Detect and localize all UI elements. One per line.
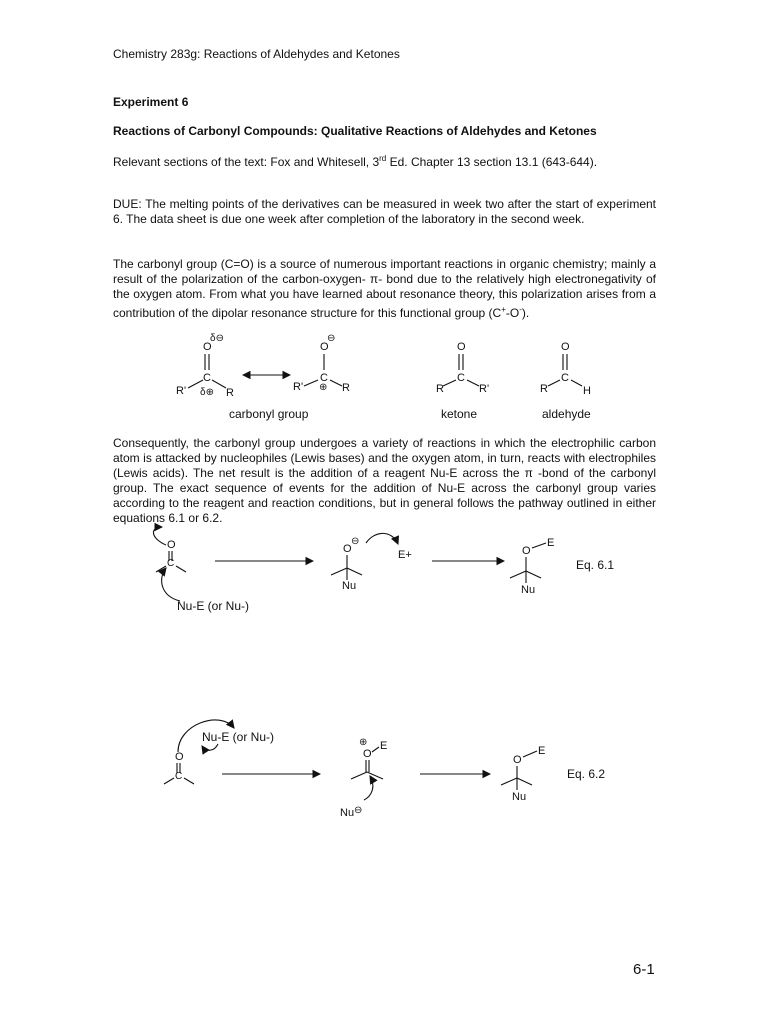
equation-label: Eq. 6.2 [567,767,606,781]
atom-o: O [457,341,466,353]
atom-o: O [320,341,329,353]
aldehyde-structure [540,341,591,397]
atom-r: R [540,383,548,395]
atom-o: O [175,751,184,763]
nu-label: Nu [521,584,536,596]
carbonyl-text: The carbonyl group (C=O) is a source of numerous important reactions in organic chemistry; mainly a result of the polarization of the carbon-oxygen- π- bond due to the relatively high electronegativity of the oxygen atom. From what you have learned about resonance theory, this polarization arises from a contribution of the dipolar resonance structure for this functional group (C [113,257,656,320]
carbonyl-text-mid: -O [505,306,520,320]
delta-minus-label: δ⊖ [210,333,224,344]
equation-6-2 [164,720,605,819]
experiment-subtitle: Reactions of Carbonyl Compounds: Qualitative Reactions of Aldehydes and Ketones [113,124,597,138]
atom-h: H [583,385,591,397]
carbonyl-superscript-minus: - [519,305,522,314]
atom-o: O [522,545,531,557]
label-ketone: ketone [441,407,478,421]
page-number: 6-1 [633,961,655,978]
charge-minus: ⊖ [354,805,363,816]
delta-plus-label: δ⊕ [200,387,214,398]
label-aldehyde: aldehyde [542,407,591,421]
atom-o: O [203,341,212,353]
atom-c: C [175,771,183,782]
atom-c: C [167,558,175,569]
ketone-structure [436,341,489,395]
equation-6-1 [153,527,614,613]
charge-minus: ⊖ [327,333,336,344]
atom-c: C [320,372,328,384]
e-label: E [538,745,546,757]
atom-r-prime: R' [176,385,187,397]
reagent-label: Nu-E (or Nu-) [202,730,275,744]
atom-o: O [167,539,176,551]
running-head: Chemistry 283g: Reactions of Aldehydes and Ketones [113,47,400,61]
carbonyl-superscript-plus: + [501,305,506,314]
nu-label: Nu [512,791,527,803]
relevant-superscript: rd [379,154,387,163]
atom-c: C [561,372,569,384]
nu-anion-label: Nu [340,807,355,819]
experiment-title: Experiment 6 [113,95,189,109]
atom-o: O [561,341,570,353]
atom-r: R [342,382,350,394]
equation-label: Eq. 6.1 [576,558,615,572]
due-paragraph: DUE: The melting points of the derivatives can be measured in week two after the start of experiment 6. The data sheet is due one week after completion of the laboratory in the second week. [113,197,656,226]
atom-o: O [513,754,522,766]
relevant-text: Relevant sections of the text: Fox and Whitesell, 3 [113,155,380,169]
atom-r: R [226,387,234,399]
charged-resonance-structure [293,333,350,394]
atom-c: C [203,372,211,384]
atom-o: O [343,543,352,555]
atom-r-prime: R' [479,383,490,395]
charge-minus: ⊖ [351,536,360,547]
charge-plus: ⊕ [319,382,328,393]
dipolar-resonance-structure [176,333,234,399]
relevant-text-end: Ed. Chapter 13 section 13.1 (643-644). [386,155,598,169]
charge-plus: ⊕ [359,737,368,748]
consequently-paragraph: Consequently, the carbonyl group undergoes a variety of reactions in which the electrophilic carbon atom is attacked by nucleophiles (Lewis bases) and the oxygen atom, in turn, reacts with electrophiles (Lewis acids). The net result is the addition of a reagent Nu-E across the π -bond of the carbonyl group. The exact sequence of events for the addition of Nu-E across the carbonyl group varies according to the reagent and reaction conditions, but in general follows the pathway outlined in either equations 6.1 or 6.2. [113,436,656,525]
atom-c: C [457,372,465,384]
nu-label: Nu [342,580,357,592]
carbonyl-text-end: ). [521,306,530,320]
atom-r: R [436,383,444,395]
reagent-label: Nu-E (or Nu-) [177,599,250,613]
electrophile-label: E+ [398,549,412,561]
atom-o: O [363,748,372,760]
e-label: E [380,740,388,752]
e-label: E [547,537,555,549]
label-carbonyl-group: carbonyl group [229,407,309,421]
atom-r-prime: R' [293,381,304,393]
